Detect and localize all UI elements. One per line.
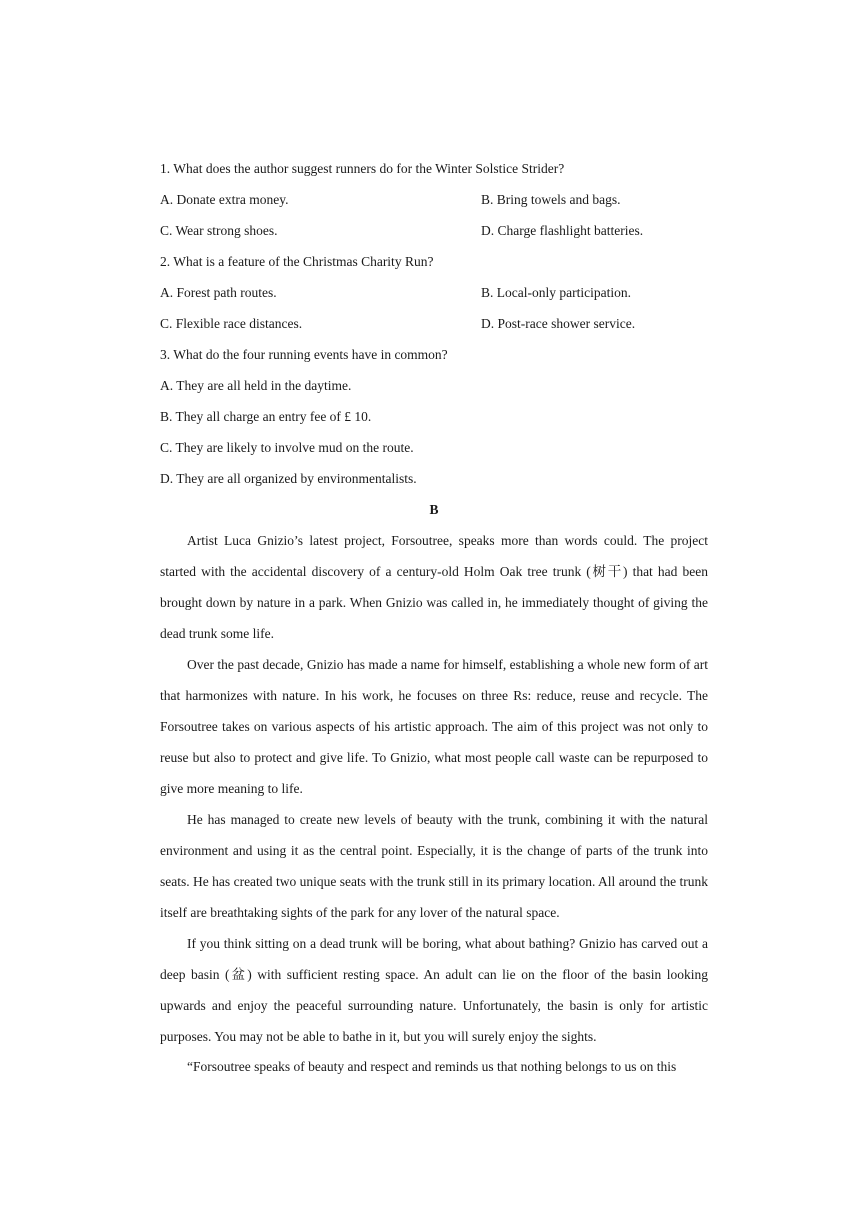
question-3-option-c: C. They are likely to involve mud on the route. xyxy=(160,440,414,455)
question-1-stem: 1. What does the author suggest runners do for the Winter Solstice Strider? xyxy=(160,161,565,176)
question-2-option-c: C. Flexible race distances. xyxy=(160,316,303,331)
question-1-option-a: A. Donate extra money. xyxy=(160,192,289,207)
question-2-option-a: A. Forest path routes. xyxy=(160,285,277,300)
question-1-option-b: B. Bring towels and bags. xyxy=(481,192,621,207)
question-3-option-b: B. They all charge an entry fee of £ 10. xyxy=(160,409,372,424)
question-1-option-c: C. Wear strong shoes. xyxy=(160,223,278,238)
paragraph-1: Artist Luca Gnizio’s latest project, Forsoutree, speaks more than words could. The project started with the accidental discovery of a century-old Holm Oak tree trunk (树干) that had been brought down by nature in a park. When Gnizio was called in, he immediately thought of giving the dead trunk some life. xyxy=(160,533,708,641)
question-2-stem: 2. What is a feature of the Christmas Charity Run? xyxy=(160,254,434,269)
question-2-option-d: D. Post-race shower service. xyxy=(481,316,636,331)
question-3-option-a: A. They are all held in the daytime. xyxy=(160,378,352,393)
section-heading: B xyxy=(429,502,439,517)
paragraph-3: He has managed to create new levels of beauty with the trunk, combining it with the natural environment and using it as the central point. Especially, it is the change of parts of the trunk into seats. He has created two unique seats with the trunk still in its primary location. All around the trunk itself are breathtaking sights of the park for any lover of the natural space. xyxy=(160,812,708,920)
paragraph-5: “Forsoutree speaks of beauty and respect and reminds us that nothing belongs to us on this xyxy=(187,1059,677,1074)
question-2-option-b: B. Local-only participation. xyxy=(481,285,631,300)
question-3-stem: 3. What do the four running events have in common? xyxy=(160,347,448,362)
paragraph-2: Over the past decade, Gnizio has made a name for himself, establishing a whole new form of art that harmonizes with nature. In his work, he focuses on three Rs: reduce, reuse and recycle. The Forsoutree takes on various aspects of his artistic approach. The aim of this project was not only to reuse but also to protect and give life. To Gnizio, what most people call waste can be repurposed to give more meaning to life. xyxy=(160,657,708,796)
question-3-option-d: D. They are all organized by environmentalists. xyxy=(160,471,417,486)
question-1-option-d: D. Charge flashlight batteries. xyxy=(481,223,644,238)
paragraph-4: If you think sitting on a dead trunk will be boring, what about bathing? Gnizio has carved out a deep basin (盆) with sufficient resting space. An adult can lie on the floor of the basin looking upwards and enjoy the peaceful surrounding nature. Unfortunately, the basin is only for artistic purposes. You may not be able to bathe in it, but you will surely enjoy the sights. xyxy=(160,936,708,1044)
